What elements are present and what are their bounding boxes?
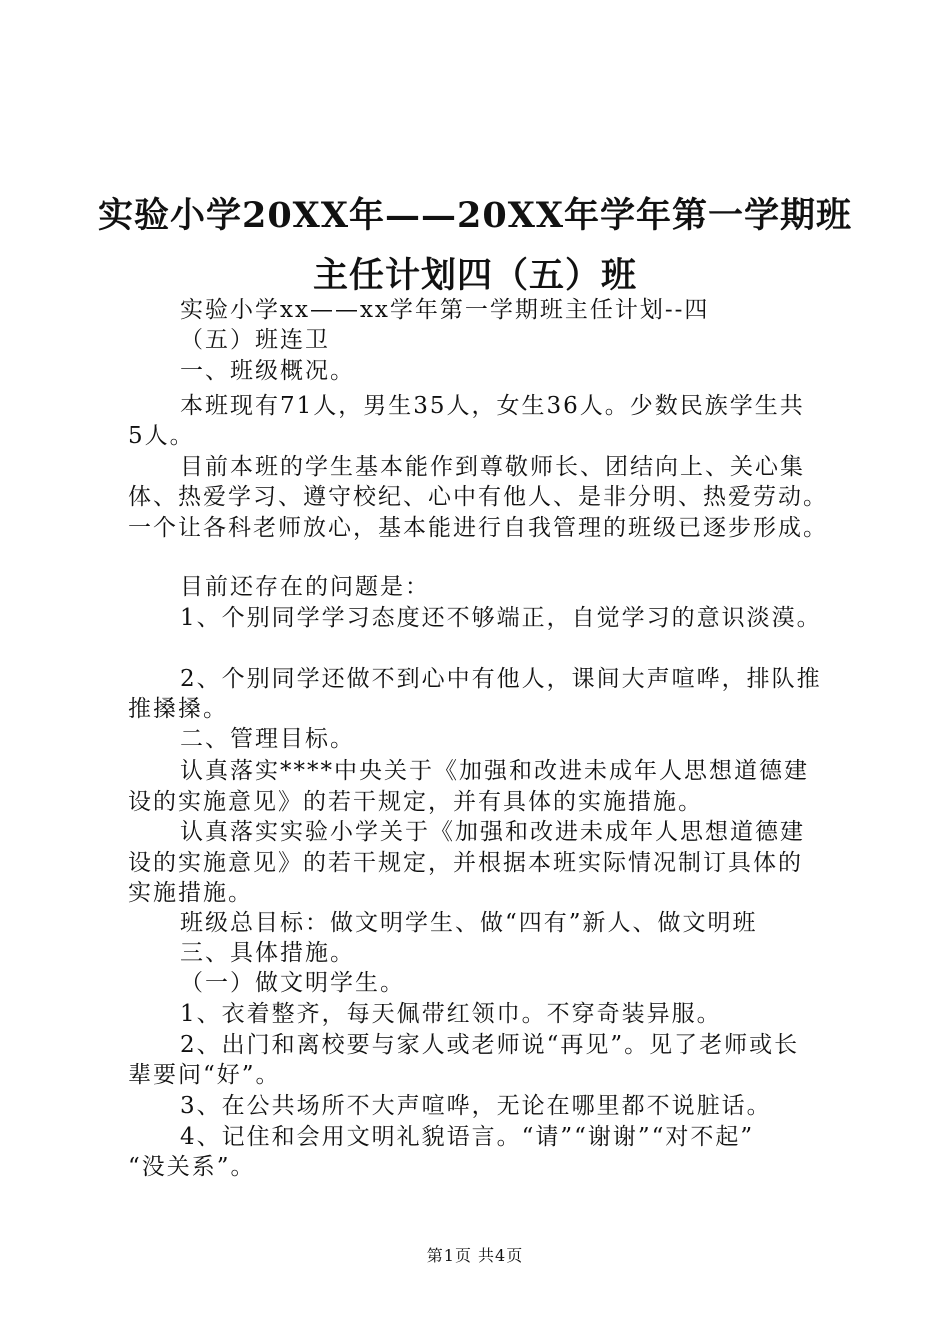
body-line: 1、衣着整齐，每天佩带红领巾。不穿奇装异服。 [180, 1001, 722, 1027]
page-number: 第1页 [426, 1246, 472, 1265]
body-line: 2、出门和离校要与家人或老师说“再见”。见了老师或长 [180, 1032, 800, 1058]
body-line: 1、个别同学学习态度还不够端正，自觉学习的意识淡漠。 [180, 605, 822, 631]
body-line: 4、记住和会用文明礼貌语言。“请”“谢谢”“对不起” [180, 1124, 755, 1150]
body-line: 体、热爱学习、遵守校纪、心中有他人、是非分明、热爱劳动。 [128, 484, 828, 510]
body-line: 一个让各科老师放心，基本能进行自我管理的班级已逐步形成。 [128, 515, 828, 541]
body-line: 认真落实****中央关于《加强和改进未成年人思想道德建 [180, 758, 809, 784]
page-total: 共4页 [478, 1246, 524, 1265]
body-line: （五）班连卫 [180, 327, 330, 353]
body-line: 实施措施。 [128, 880, 253, 906]
body-line: 本班现有71人，男生35人，女生36人。少数民族学生共 [180, 393, 805, 419]
body-line: 目前本班的学生基本能作到尊敬师长、团结向上、关心集 [180, 454, 805, 480]
body-line: 辈要问“好”。 [128, 1062, 281, 1088]
body-line: “没关系”。 [128, 1154, 256, 1180]
document-title-line-1: 实验小学20XX年——20XX年学年第一学期班 [97, 195, 853, 236]
body-line: 3、在公共场所不大声喧哗，无论在哪里都不说脏话。 [180, 1093, 772, 1119]
page-footer [0, 1243, 950, 1266]
body-line: 2、个别同学还做不到心中有他人，课间大声喧哗，排队推 [180, 666, 822, 692]
document-title-line-2: 主任计划四（五）班 [312, 255, 637, 296]
body-line: 5人。 [128, 423, 195, 449]
body-line: 实验小学xx——xx学年第一学期班主任计划--四 [180, 297, 710, 323]
body-line: 班级总目标：做文明学生、做“四有”新人、做文明班 [180, 910, 758, 936]
section-heading: 二、管理目标。 [180, 726, 355, 752]
section-heading: 三、具体措施。 [180, 940, 355, 966]
body-line: 推搡搡。 [128, 696, 228, 722]
body-line: 设的实施意见》的若干规定，并有具体的实施措施。 [128, 789, 703, 815]
subsection-heading: （一）做文明学生。 [180, 970, 405, 996]
body-line: 认真落实实验小学关于《加强和改进未成年人思想道德建 [180, 819, 805, 845]
body-line: 目前还存在的问题是： [180, 574, 430, 600]
section-heading: 一、班级概况。 [180, 358, 355, 384]
body-line: 设的实施意见》的若干规定，并根据本班实际情况制订具体的 [128, 850, 803, 876]
